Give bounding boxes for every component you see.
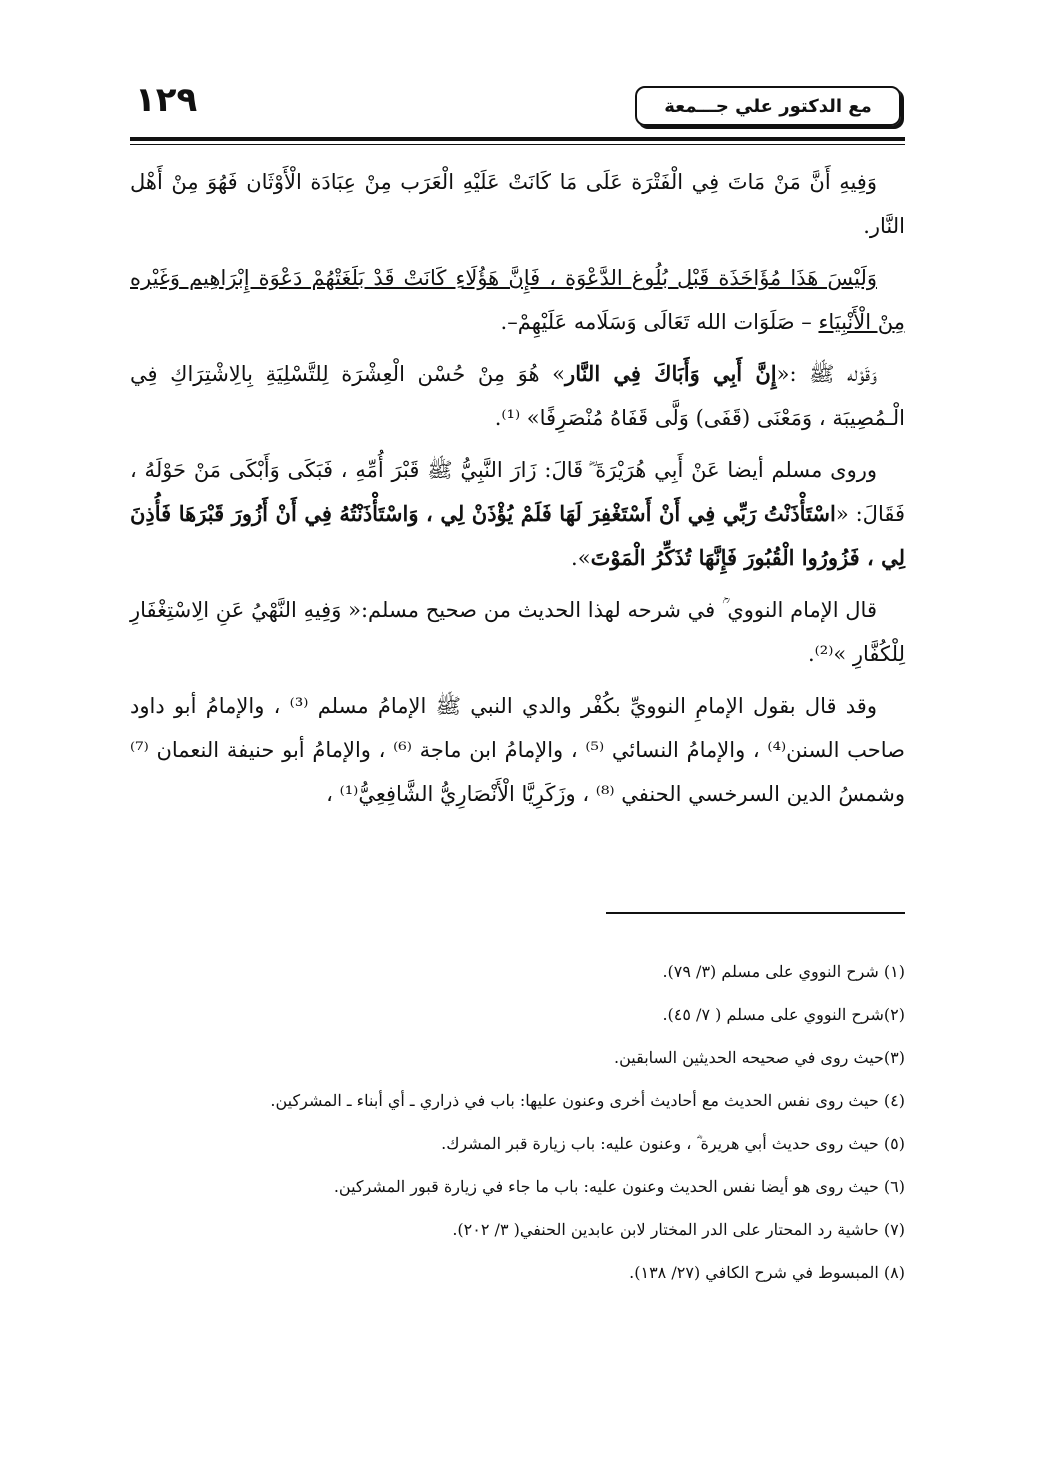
footnote-8: (٨) المبسوط في شرح الكافي (٢٧/ ١٣٨). — [629, 1263, 905, 1282]
paragraph-6 — [130, 684, 905, 816]
footnote-7: (٧) حاشية رد المحتار على الدر المختار لابن عابدين الحنفي( ٣/ ٢٠٢). — [452, 1220, 905, 1239]
paragraph-2 — [130, 256, 905, 344]
paragraph-4 — [130, 448, 905, 580]
paragraph-5 — [130, 588, 905, 676]
paragraph-1 — [130, 160, 905, 248]
footnote-4: (٤) حيث روى نفس الحديث مع أحاديث أخرى وعنون عليها: باب في ذراري ـ أي أبناء ـ المشركين. — [270, 1091, 905, 1110]
main-text — [130, 160, 905, 824]
footnote-separator — [606, 912, 905, 914]
paragraph-4-tail: ». — [571, 546, 591, 570]
paragraph-2-underlined: وَلَيْسَ هَذَا مُؤَاخَذَة قَبْل بُلُوغ الدَّعْوَة ، فَإِنَّ هَؤُلَاءِ كَانَتْ قَدْ بَلَغَتْهُمْ دَعْوَة إِبْرَاهِيم وَغَيْره مِنْ الْأَنْبِيَاء — [130, 266, 905, 334]
footnotes — [130, 950, 905, 1294]
paragraph-3-tail: » هُوَ مِنْ حُسْن الْعِشْرَة لِلتَّسْلِيَةِ بِالِاشْتِرَاكِ فِي الْـمُصِيبَة ، وَمَعْنَى (قَفَى) وَلَّى قَفَاهُ مُنْصَرِفًا» ⁽¹⁾. — [130, 362, 905, 430]
footnote-5: (٥) حيث روى حديث أبي هريرة ؓ ، وعنون عليه: باب زيارة قبر المشرك. — [441, 1134, 905, 1153]
hadith-quote-1: إِنَّ أَبِي وَأَبَاكَ فِي النَّار — [565, 361, 777, 386]
running-header: مع الدكتور علي جـــمعة — [635, 86, 901, 126]
footnote-2: (٢)شرح النووي على مسلم ( ٧/ ٤٥). — [662, 1005, 905, 1024]
paragraph-4-lead: وروى مسلم أيضا عَنْ أَبِي هُرَيْرَةَ ؓ قَالَ: زَارَ النَّبِيُّ ﷺ قَبْرَ أُمِّهِ ، فَبَكَى وَأَبْكَى مَنْ حَوْلَهُ ، فَقَالَ: « — [130, 458, 906, 526]
paragraph-6-text: وقد قال بقول الإمامِ النوويِّ بكُفْر والدي النبي ﷺ الإمامُ مسلم ⁽³⁾ ، والإمامُ أبو داود صاحب السنن⁽⁴⁾ ، والإمامُ النسائي ⁽⁵⁾ ، والإمامُ ابن ماجة ⁽⁶⁾ ، والإمامُ أبو حنيفة النعمان ⁽⁷⁾ وشمسُ الدين السرخسي الحنفي ⁽⁸⁾ ، وزَكَرِيَّا الْأَنْصَارِيُّ الشَّافِعِيُّ⁽¹⁾ ، — [130, 694, 905, 806]
footnote-1: (١) شرح النووي على مسلم (٣/ ٧٩). — [662, 962, 905, 981]
page-number: ١٢٩ — [135, 80, 198, 120]
footnote-3: (٣)حيث روى في صحيحه الحديثين السابقين. — [614, 1048, 905, 1067]
header-rule-thin — [130, 144, 905, 145]
paragraph-1-text: وَفِيهِ أَنَّ مَنْ مَاتَ فِي الْفَتْرَة عَلَى مَا كَانَتْ عَلَيْهِ الْعَرَب مِنْ عِبَادَة الْأَوْثَان فَهُوَ مِنْ أَهْل النَّار. — [130, 170, 905, 238]
paragraph-3-lead: وَقَوْله ﷺ :« — [776, 362, 877, 386]
paragraph-5-text: قال الإمام النووي ؒ في شرحه لهذا الحديث من صحيح مسلم:« وَفِيهِ النَّهْيُ عَنِ الِاسْتِغْفَارِ لِلْكُفَّارِ »⁽²⁾. — [130, 598, 905, 666]
paragraph-2-tail: – صَلَوَات الله تَعَالَى وَسَلَامه عَلَيْهِمْ–. — [500, 310, 819, 334]
hadith-quote-2: اسْتَأْذَنْتُ رَبِّي فِي أَنْ أَسْتَغْفِرَ لَهَا فَلَمْ يُؤْذَنْ لِي ، وَاسْتَأْذَنْتُهُ فِي أَنْ أَزُورَ قَبْرَهَا فَأُذِنَ لِي ، فَزُورُوا الْقُبُورَ فَإِنَّهَا تُذَكِّرُ الْمَوْتَ — [130, 501, 905, 570]
footnote-6: (٦) حيث روى هو أيضا نفس الحديث وعنون عليه: باب ما جاء في زيارة قبور المشركين. — [333, 1177, 905, 1196]
paragraph-3 — [130, 352, 905, 440]
header-rule-thick — [130, 137, 905, 141]
